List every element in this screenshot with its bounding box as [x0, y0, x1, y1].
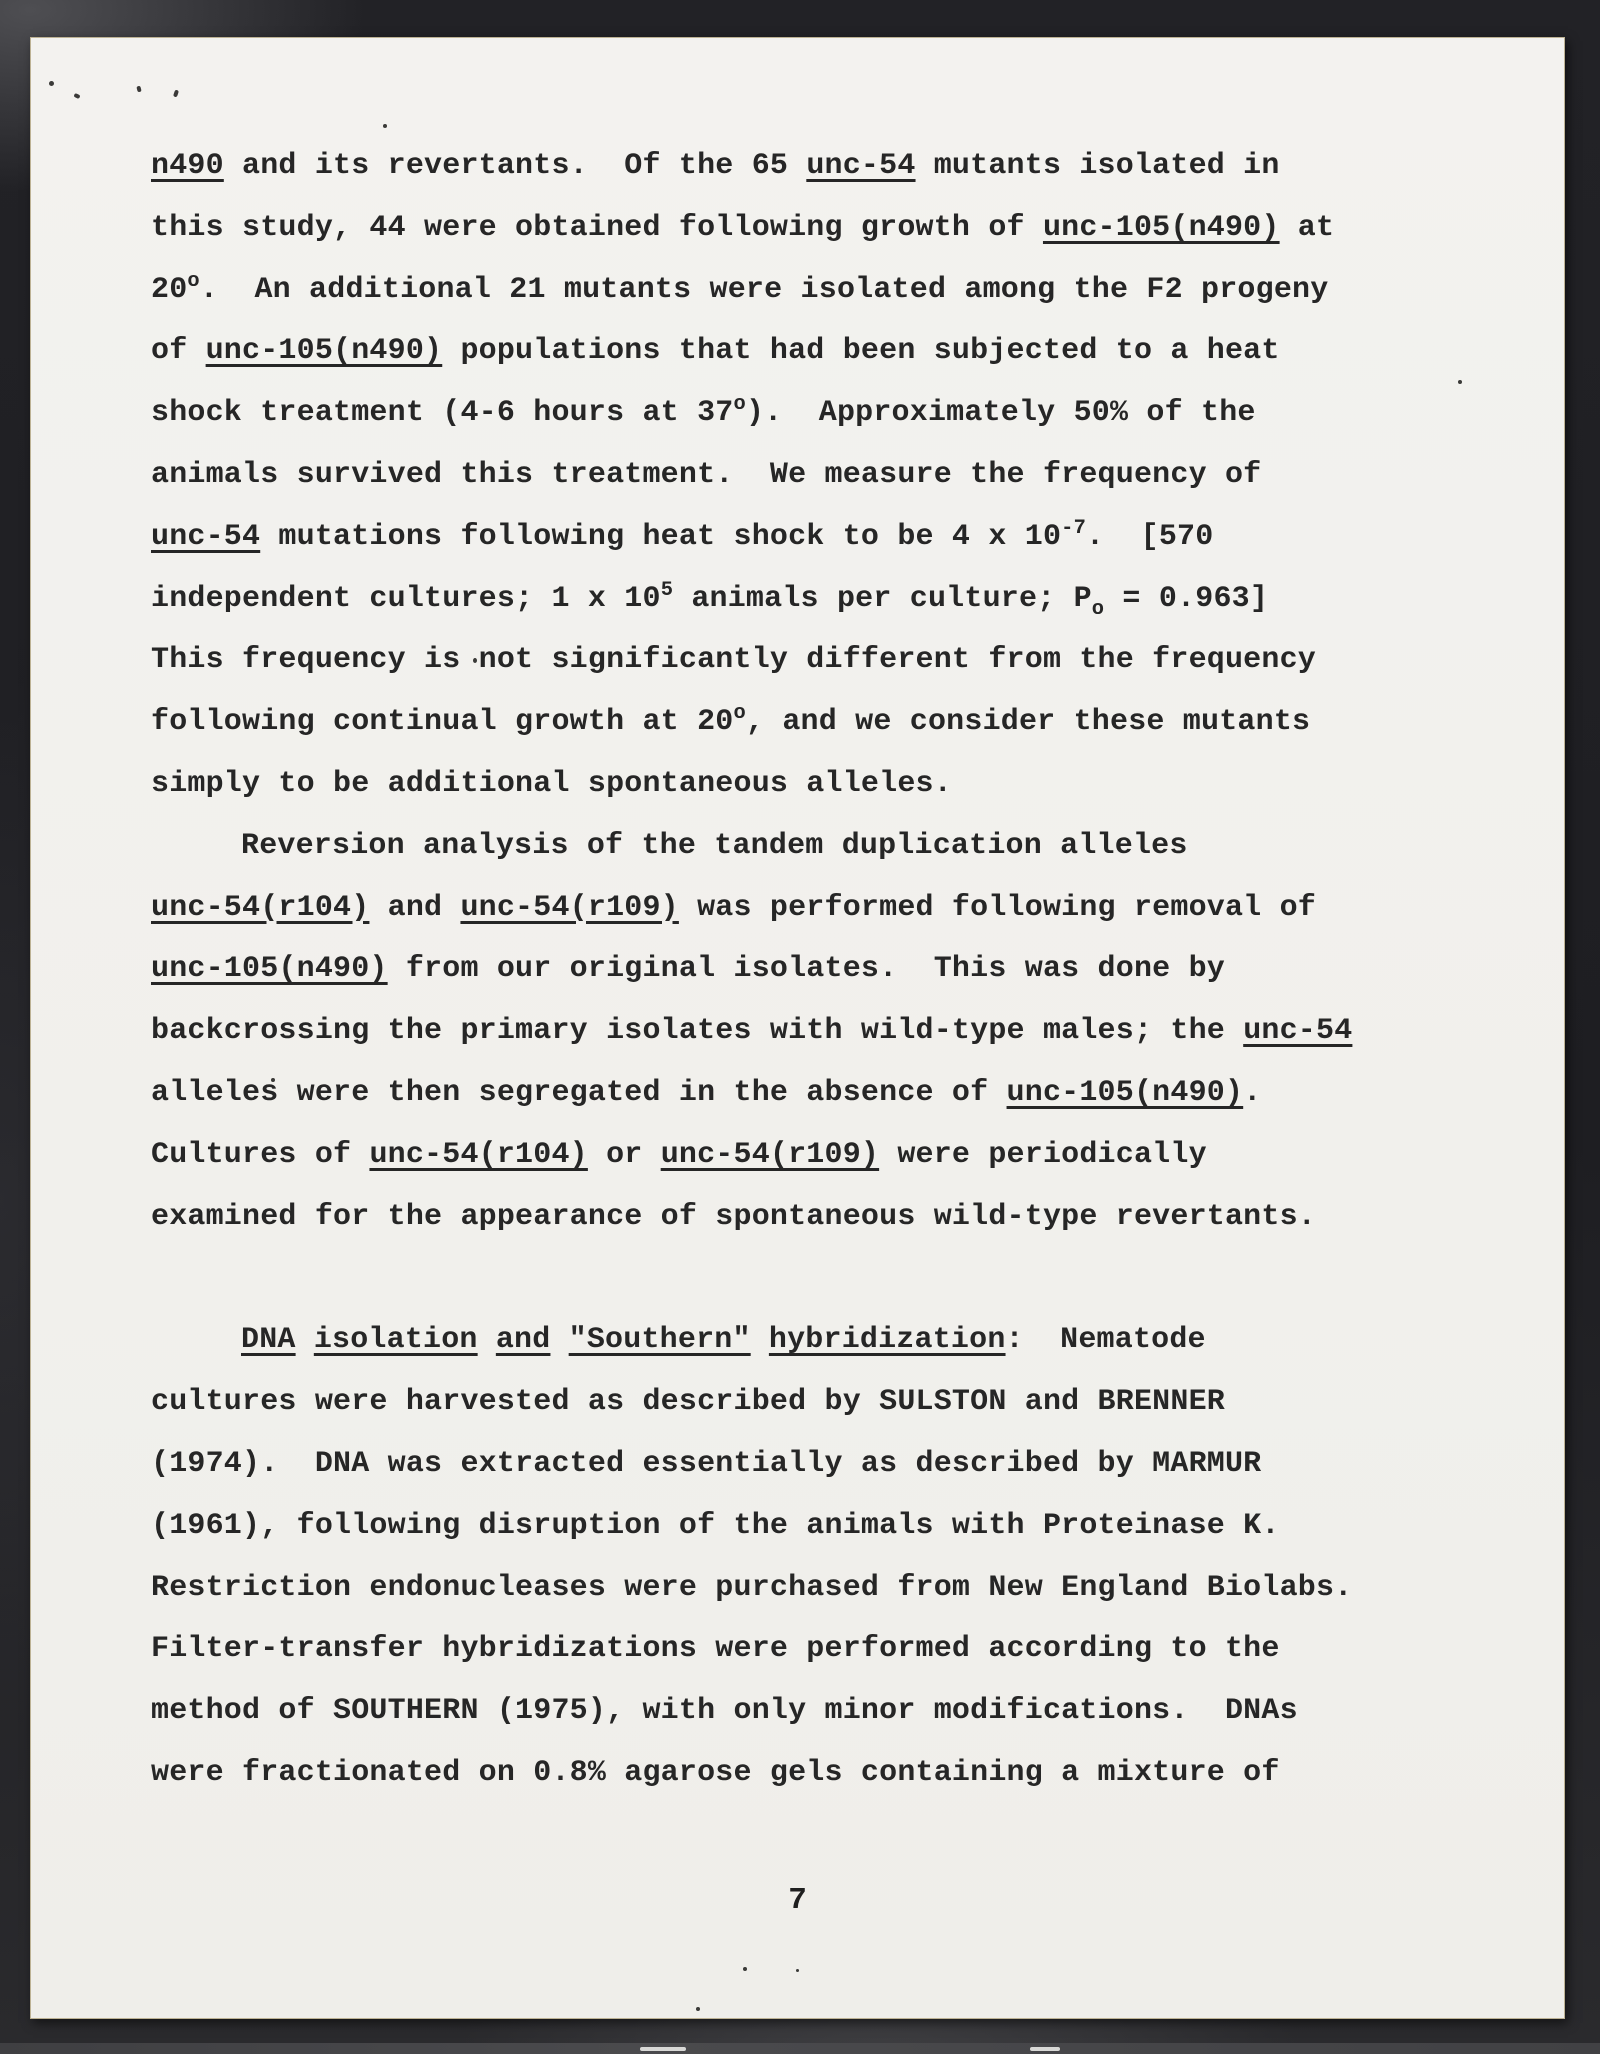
- underlined-text: unc-54: [1243, 1014, 1353, 1049]
- text-segment: = 0.963]: [1104, 581, 1269, 616]
- document-page: [30, 37, 1565, 2019]
- text-line: [151, 1372, 1352, 1434]
- text-segment: or: [587, 1137, 661, 1172]
- underlined-text: unc-54(r104): [369, 1137, 588, 1172]
- superscript-text: o: [733, 701, 746, 725]
- text-line: [151, 1001, 1352, 1063]
- text-line: [151, 383, 1352, 445]
- underlined-text: unc-105(n490): [205, 334, 443, 369]
- superscript-text: o: [187, 269, 200, 293]
- underlined-text: unc-54: [806, 149, 916, 183]
- text-segment: cultures were harvested as described by SULSTON and BRENNER: [151, 1385, 1225, 1420]
- text-segment: at: [1279, 210, 1335, 245]
- text-line: [151, 136, 1352, 198]
- scan-speck: [73, 93, 80, 99]
- text-line: [151, 507, 1352, 569]
- text-segment: simply to be additional spontaneous alleles.: [151, 766, 952, 801]
- text-segment: Cultures of: [151, 1137, 370, 1172]
- text-line: [151, 445, 1352, 507]
- scan-edge-mark: [640, 2047, 686, 2051]
- text-segment: , and we consider these mutants: [745, 705, 1311, 740]
- text-line: [151, 1619, 1352, 1681]
- text-segment: animals per culture; P: [673, 581, 1092, 616]
- superscript-text: o: [733, 392, 746, 416]
- text-line: [151, 1434, 1352, 1496]
- document-text: [151, 136, 1352, 1805]
- underlined-text: unc-54(r104): [151, 890, 370, 925]
- text-line: [151, 1310, 1352, 1372]
- text-segment: this study, 44 were obtained following growth of: [151, 210, 1043, 245]
- text-segment: [550, 1323, 568, 1357]
- text-line: [151, 260, 1352, 322]
- underlined-text: unc-105(n490): [1006, 1075, 1244, 1110]
- superscript-text: -7: [1061, 516, 1087, 540]
- superscript-text: 5: [660, 578, 674, 602]
- text-segment: Filter-transfer hybridizations were performed according to the: [151, 1632, 1280, 1667]
- text-segment: [478, 1323, 496, 1357]
- text-segment: from our original isolates. This was done by: [387, 952, 1225, 987]
- text-segment: was performed following removal of: [678, 890, 1316, 925]
- text-line: [151, 878, 1352, 940]
- underlined-text: "Southern": [568, 1323, 751, 1358]
- text-segment: and its revertants. Of the 65: [223, 149, 807, 183]
- underlined-text: n490: [151, 149, 224, 183]
- text-line: [151, 1558, 1352, 1620]
- text-segment: .: [1243, 1075, 1262, 1110]
- text-segment: shock treatment (4-6 hours at 37: [151, 396, 734, 431]
- scan-speck: [173, 90, 179, 98]
- scan-edge-mark: [1030, 2047, 1060, 2051]
- scan-speck: [383, 124, 387, 128]
- underlined-text: isolation: [313, 1323, 478, 1358]
- text-segment: were fractionated on 0.8% agarose gels containing a mixture of: [151, 1755, 1280, 1790]
- text-line: [151, 630, 1352, 692]
- text-segment: of: [151, 334, 206, 369]
- scan-speck: [49, 81, 54, 86]
- underlined-text: DNA: [241, 1323, 296, 1358]
- text-segment: and: [369, 890, 461, 925]
- text-line: [151, 1743, 1352, 1805]
- text-segment: (1974). DNA was extracted essentially as described by MARMUR: [151, 1446, 1262, 1481]
- underlined-text: hybridization: [768, 1323, 1006, 1358]
- text-segment: independent cultures; 1 x 10: [151, 581, 661, 616]
- text-segment: alleles were then segregated in the absence of: [151, 1075, 1007, 1110]
- underlined-text: and: [495, 1323, 551, 1358]
- text-line: [151, 1187, 1352, 1249]
- text-line: [151, 692, 1352, 754]
- text-segment: examined for the appearance of spontaneous wild-type revertants.: [151, 1199, 1316, 1234]
- text-segment: . An additional 21 mutants were isolated among the F2 progeny: [199, 272, 1329, 307]
- text-segment: method of SOUTHERN (1975), with only minor modifications. DNAs: [151, 1694, 1298, 1729]
- text-segment: backcrossing the primary isolates with wild-type males; the: [151, 1014, 1244, 1049]
- subscript-text: o: [1091, 597, 1105, 621]
- text-segment: [751, 1323, 769, 1357]
- text-line: [151, 321, 1352, 383]
- text-line: [151, 1125, 1352, 1187]
- scan-speck: [136, 86, 141, 93]
- underlined-text: unc-105(n490): [151, 952, 388, 987]
- page-number: 7: [788, 1883, 807, 1918]
- underlined-text: unc-54(r109): [660, 1137, 880, 1172]
- scan-speck: [743, 1967, 747, 1971]
- text-segment: [296, 1323, 314, 1357]
- text-segment: ). Approximately 50% of the: [745, 396, 1256, 431]
- scan-speck: [1458, 380, 1462, 384]
- text-line: [151, 1496, 1352, 1558]
- text-segment: Restriction endonucleases were purchased from New England Biolabs.: [151, 1570, 1353, 1605]
- text-segment: . [570: [1086, 519, 1214, 554]
- text-segment: 20: [151, 272, 188, 307]
- text-line: [151, 939, 1352, 1001]
- text-segment: This frequency is not significantly different from the frequency: [151, 643, 1316, 678]
- text-segment: mutations following heat shock to be 4 x 10: [260, 519, 1062, 554]
- text-line: [151, 1681, 1352, 1743]
- text-segment: : Nematode: [1005, 1323, 1206, 1358]
- scan-speck: [696, 2007, 700, 2011]
- text-line: [151, 569, 1352, 631]
- text-segment: were periodically: [879, 1137, 1207, 1172]
- scan-speck: [796, 1969, 799, 1972]
- text-line: [151, 1063, 1352, 1125]
- text-segment: Reversion analysis of the tandem duplication alleles: [241, 828, 1188, 863]
- underlined-text: unc-54: [151, 519, 261, 554]
- text-line: [151, 754, 1352, 816]
- text-segment: populations that had been subjected to a heat: [442, 334, 1280, 369]
- text-line: [151, 198, 1352, 260]
- underlined-text: unc-54(r109): [460, 890, 679, 925]
- scan-bottom-edge: [0, 2043, 1600, 2054]
- text-segment: mutants isolated in: [915, 149, 1280, 183]
- text-segment: animals survived this treatment. We measure the frequency of: [151, 457, 1262, 492]
- underlined-text: unc-105(n490): [1042, 210, 1280, 245]
- text-line: [151, 816, 1352, 878]
- text-segment: (1961), following disruption of the animals with Proteinase K.: [151, 1508, 1280, 1543]
- text-segment: following continual growth at 20: [151, 705, 734, 740]
